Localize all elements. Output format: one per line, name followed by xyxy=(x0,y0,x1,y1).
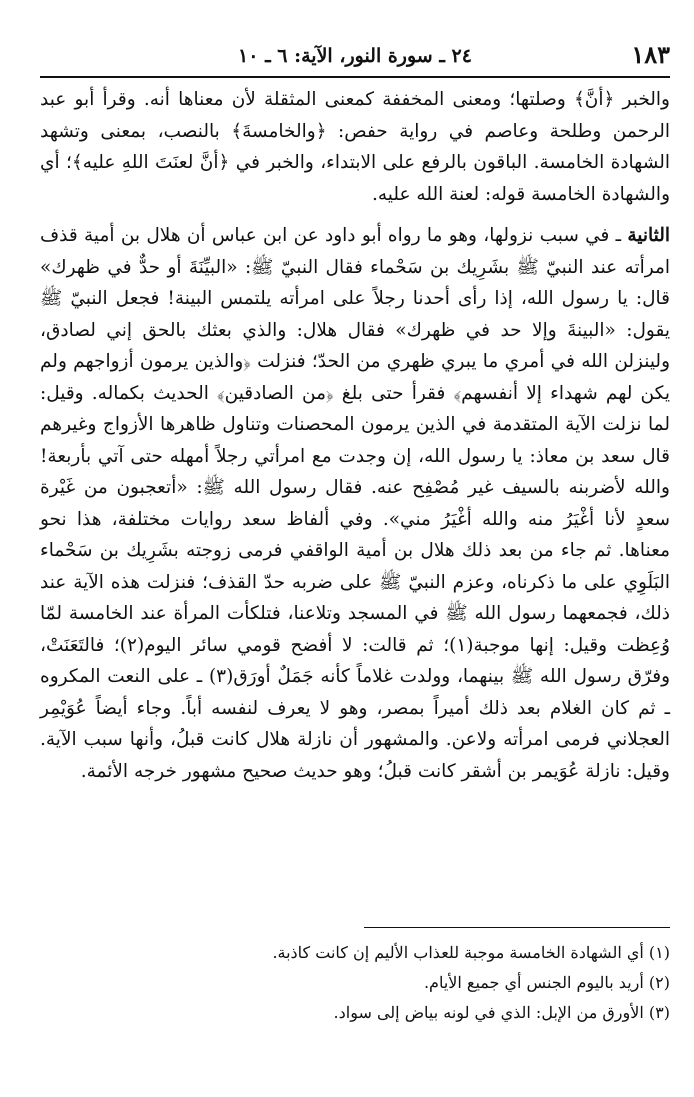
footnotes xyxy=(40,940,670,1030)
paragraph-lead: الثانية xyxy=(627,225,670,246)
footnote: (١) أي الشهادة الخامسة موجبة للعذاب الأليم إن كانت كاذبة. xyxy=(272,943,670,962)
page-number: ١٨٣ xyxy=(631,40,670,69)
paragraph-text: ـ في سبب نزولها، وهو ما رواه أبو داود عن ابن عباس أن هلال بن أمية قذف امرأته عند النبيّ ﷺ بشَرِيك بن سَحْماء فقال النبيّ ﷺ: «البيِّنَةَ أو حدٌّ في ظهرك» قال: يا رسول الله، إذا رأى أحدنا رجلاً على امرأته يلتمس البينة! فجعل النبيّ ﷺ يقول: «البينةَ وإلا حد في ظهرك» فقال هلال: والذي بعثك بالحق إني لصادق، ولينزلن الله في أمري ما يبري ظهري من الحدّ؛ فنزلت ﴿والذين يرمون أزواجهم ولم يكن لهم شهداء إلا أنفسهم﴾ فقرأ حتى بلغ ﴿من الصادقين﴾ الحديث بكماله. وقيل: لما نزلت الآية المتقدمة في الذين يرمون المحصنات وتناول ظاهرها الأزواج وغيرهم قال سعد بن معاذ: يا رسول الله، إن وجدت مع امرأتي رجلاً أمهله حتى آتي بأربعة! والله لأضربنه بالسيف غير مُصْفِح عنه. فقال رسول الله ﷺ: «أتعجبون من غَيْرة سعدٍ لأنا أغْيَرُ منه والله أغْيَرُ مني». وفي ألفاظ سعد روايات مختلفة، هذا نحو معناها. ثم جاء من بعد ذلك هلال بن أمية الواقفي فرمى زوجته بشَرِيك بن سَحْماء البَلَوِي على ما ذكرناه، وعزم النبيّ ﷺ على ضربه حدّ القذف؛ فنزلت هذه الآية عند ذلك، فجمعهما رسول الله ﷺ في المسجد وتلاعنا، فتلكأت المرأة عند الخامسة لمّا وُعِظت وقيل: إنها موجبة(١)؛ ثم قالت: لا أفضح قومي سائر اليوم(٢)؛ فالتَعَنَتْ، وفرّق رسول الله ﷺ بينهما، وولدت غلاماً كأنه جَمَلٌ أورَق(٣) ـ على النعت المكروه ـ ثم كان الغلام بعد ذلك أميراً بمصر، وهو لا يعرف لنفسه أباً. وجاء أيضاً عُوَيْمِر العجلاني فرمى امرأته ولاعن. والمشهور أن نازلة هلال كانت قبلُ، وأنها سبب الآية. وقيل: نازلة عُوَيمر بن أشقر كانت قبلُ؛ وهو حديث صحيح مشهور خرجه الأئمة. xyxy=(40,225,670,782)
header-rule xyxy=(40,76,670,78)
footnote: (٢) أريد باليوم الجنس أي جميع الأيام. xyxy=(423,973,670,992)
page-header xyxy=(40,40,670,76)
main-text xyxy=(40,84,670,797)
paragraph xyxy=(40,220,670,787)
footnote-rule xyxy=(364,927,670,928)
paragraph xyxy=(40,84,670,210)
footnote: (٣) الأورق من الإبل: الذي في لونه بياض إلى سواد. xyxy=(333,1003,670,1022)
running-head: ٢٤ ـ سورة النور، الآية: ٦ ـ ١٠ xyxy=(238,45,472,67)
paragraph-text: والخبر ﴿أنَّ﴾ وصلتها؛ ومعنى المخففة كمعنى المثقلة لأن معناها أنه. وقرأ أبو عبد الرحمن وطلحة وعاصم في رواية حفص: ﴿والخامسةَ﴾ بالنصب، بمعنى وتشهد الشهادة الخامسة. الباقون بالرفع على الابتداء، والخبر في ﴿أنَّ لعنَتَ اللهِ عليه﴾؛ أي والشهادة الخامسة قوله: لعنة الله عليه. xyxy=(40,89,670,205)
